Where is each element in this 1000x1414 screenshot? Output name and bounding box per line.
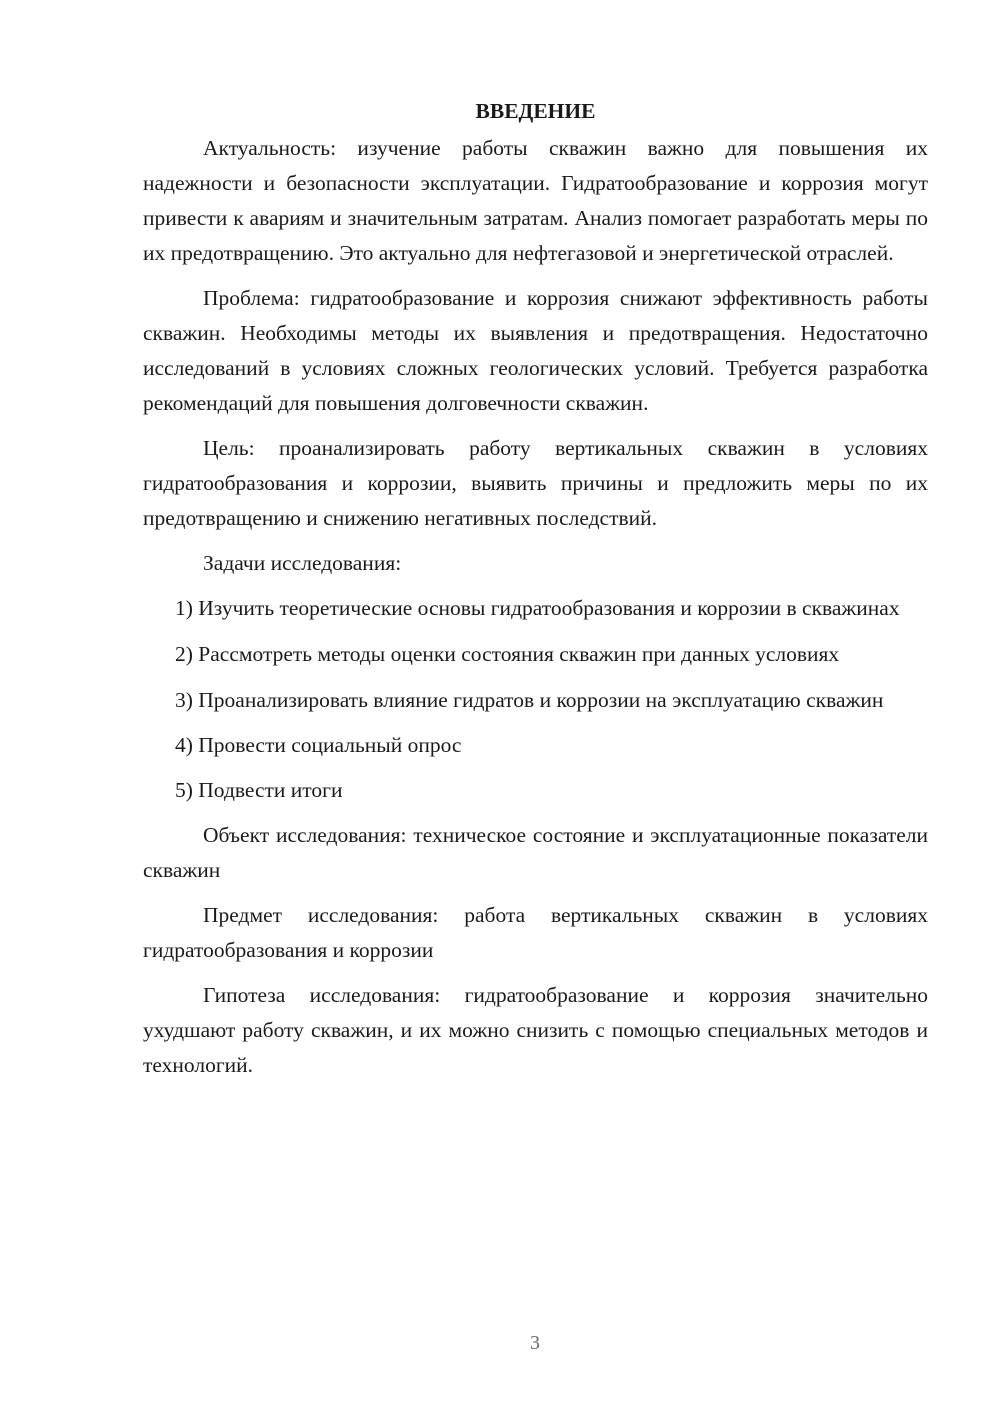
document-body: [143, 96, 928, 1083]
object-paragraph: Объект исследования: техническое состояние и эксплуатационные показатели скважин: [143, 823, 928, 882]
relevance-paragraph: Актуальность: изучение работы скважин важно для повышения их надежности и безопасности эксплуатации. Гидратообразование и коррозия могут привести к авариям и значительным затратам. Анализ помогает разработать меры по их предотвращению. Это актуально для нефтегазовой и энергетической отраслей.: [143, 136, 928, 265]
tasks-heading: Задачи исследования:: [203, 551, 402, 575]
problem-paragraph: Проблема: гидратообразование и коррозия снижают эффективность работы скважин. Необходимы методы их выявления и предотвращения. Недостаточно исследований в условиях сложных геологических условий. Требуется разработка рекомендаций для повышения долговечности скважин.: [143, 286, 928, 415]
goal-paragraph: Цель: проанализировать работу вертикальных скважин в условиях гидратообразования и коррозии, выявить причины и предложить меры по их предотвращению и снижению негативных последствий.: [143, 436, 928, 530]
task-item-1: 1) Изучить теоретические основы гидратообразования и коррозии в скважинах: [175, 596, 900, 620]
subject-paragraph: Предмет исследования: работа вертикальных скважин в условиях гидратообразования и коррозии: [143, 903, 928, 962]
task-item-4: 4) Провести социальный опрос: [175, 733, 462, 757]
task-item-5: 5) Подвести итоги: [175, 778, 343, 802]
hypothesis-paragraph: Гипотеза исследования: гидратообразование и коррозия значительно ухудшают работу скважин, и их можно снизить с помощью специальных методов и технологий.: [143, 983, 928, 1077]
page-number: 3: [530, 1332, 540, 1354]
task-item-2: 2) Рассмотреть методы оценки состояния скважин при данных условиях: [175, 642, 840, 666]
task-item-3: 3) Проанализировать влияние гидратов и коррозии на эксплуатацию скважин: [175, 688, 884, 712]
page-title: ВВЕДЕНИЕ: [475, 99, 596, 123]
